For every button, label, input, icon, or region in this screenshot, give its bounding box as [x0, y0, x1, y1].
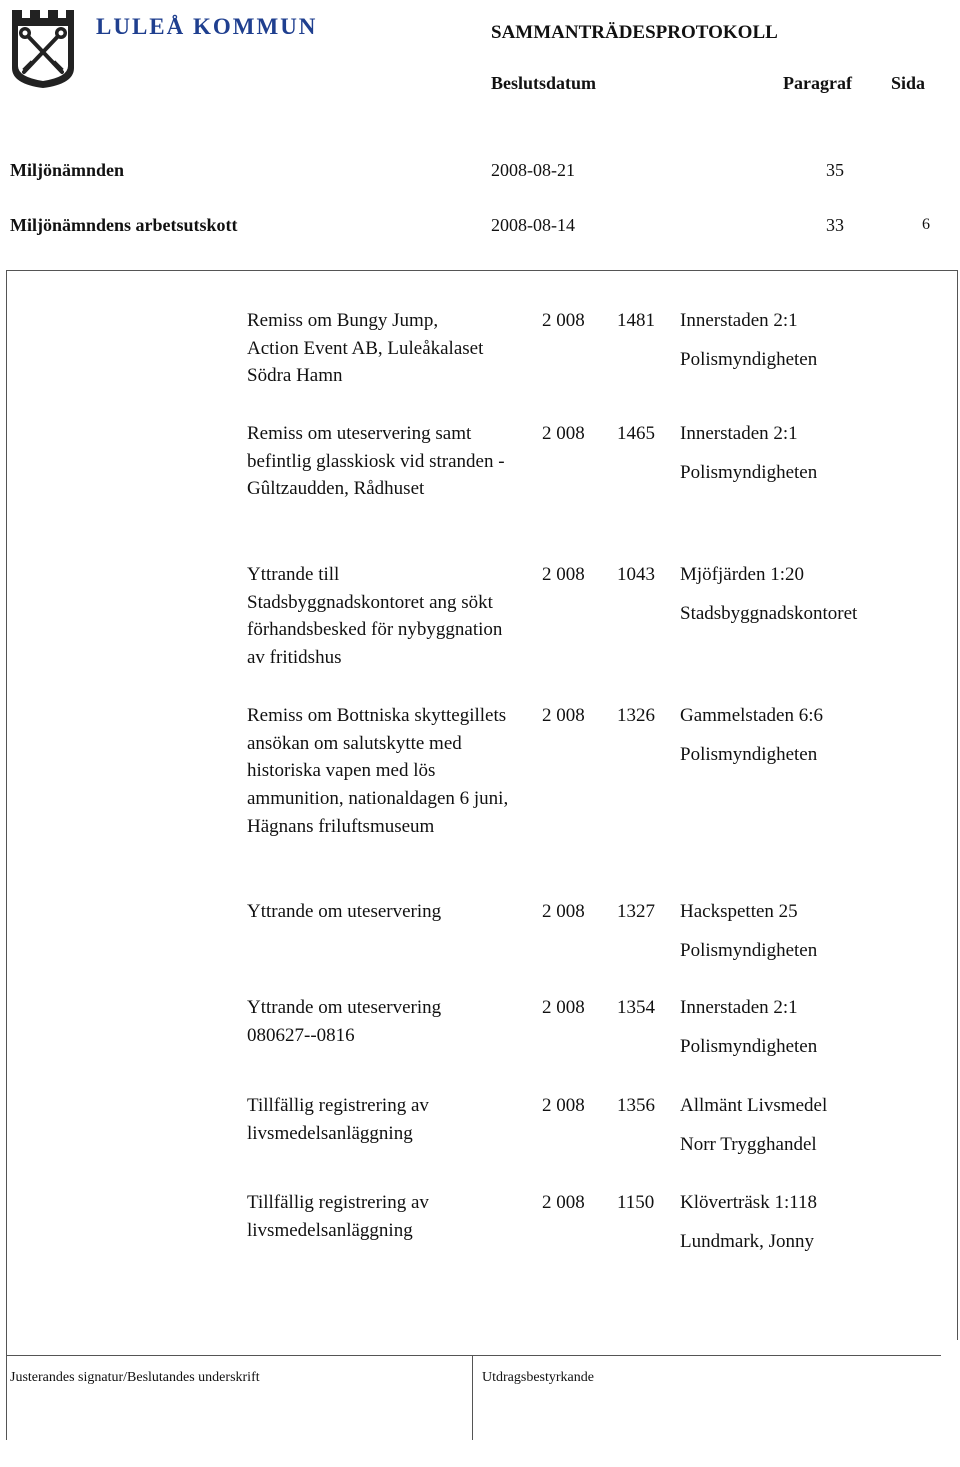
item-property-name: Klöverträsk 1:118: [680, 1192, 818, 1213]
meta-body-1: Miljönämnden: [10, 160, 125, 180]
item-number: 2 008: [542, 901, 585, 922]
item-number: 2 008: [542, 1192, 585, 1213]
item-property-name: Gammelstaden 6:6: [680, 705, 823, 726]
item-property: [680, 989, 817, 1066]
item-reference: 1327: [617, 901, 655, 922]
item-party: Norr Trygghandel: [680, 1133, 817, 1155]
item-property: [680, 556, 857, 633]
item-party: Polismyndigheten: [680, 939, 818, 961]
item-property: [680, 415, 817, 492]
item-property-name: Hackspetten 25: [680, 901, 798, 922]
item-reference: 1150: [617, 1192, 655, 1213]
item-reference: 1465: [617, 423, 655, 444]
list-item: [0, 898, 960, 978]
item-party: Polismyndigheten: [680, 1035, 818, 1057]
meta-date-1: 2008-08-21: [491, 160, 575, 180]
document-type: SAMMANTRÄDESPROTOKOLL: [491, 22, 778, 43]
header-beslutsdatum: Beslutsdatum: [491, 73, 597, 93]
item-property: [680, 1087, 827, 1164]
item-reference: 1354: [617, 997, 655, 1018]
item-title: Remiss om Bungy Jump, Action Event AB, Luleåkalaset Södra Hamn: [247, 310, 484, 387]
item-title: Remiss om uteservering samt befintlig glasskiosk vid stranden - Gûltzaudden, Rådhuset: [247, 423, 505, 500]
item-number: 2 008: [542, 1095, 585, 1116]
item-party: Stadsbyggnadskontoret: [680, 602, 858, 624]
item-reference: 1326: [617, 705, 655, 726]
footer-divider: [6, 1355, 941, 1356]
list-item: [0, 702, 960, 872]
item-property-name: Allmänt Livsmedel: [680, 1095, 828, 1116]
certified-label: Utdragsbestyrkande: [482, 1370, 594, 1385]
item-property: [680, 302, 817, 379]
list-item: [0, 1092, 960, 1172]
item-property-name: Innerstaden 2:1: [680, 310, 798, 331]
meta-paragraph-2: 33: [826, 215, 844, 235]
content-frame-top: [6, 270, 958, 271]
municipal-coat-of-arms-logo: [8, 6, 78, 90]
item-number: 2 008: [542, 705, 585, 726]
list-item: [0, 994, 960, 1074]
item-property-name: Mjöfjärden 1:20: [680, 564, 805, 585]
item-title: Yttrande om uteservering 080627--0816: [247, 997, 442, 1046]
item-reference: 1481: [617, 310, 655, 331]
item-reference: 1356: [617, 1095, 655, 1116]
item-property-name: Innerstaden 2:1: [680, 997, 798, 1018]
header-paragraf: Paragraf: [783, 73, 852, 93]
item-number: 2 008: [542, 564, 585, 585]
item-number: 2 008: [542, 997, 585, 1018]
organization-name: LULEÅ KOMMUN: [96, 14, 318, 39]
item-party: Lundmark, Jonny: [680, 1230, 815, 1252]
footer-column-divider: [472, 1355, 473, 1440]
item-title: Yttrande om uteservering: [247, 901, 442, 922]
list-item: [0, 420, 960, 540]
item-title: Remiss om Bottniska skyttegillets ansökan om salutskytte med historiska vapen med lös ammunition, nationaldagen 6 juni, Hägnans friluftsmuseum: [247, 705, 509, 837]
item-property: [680, 893, 817, 970]
signature-label: Justerandes signatur/Beslutandes underskrift: [10, 1370, 260, 1385]
item-property: [680, 697, 823, 774]
meta-body-2: Miljönämndens arbetsutskott: [10, 215, 238, 235]
list-item: [0, 561, 960, 681]
item-party: Polismyndigheten: [680, 348, 818, 370]
item-property: [680, 1184, 817, 1261]
item-title: Tillfällig registrering av livsmedelsanläggning: [247, 1192, 429, 1241]
item-party: Polismyndigheten: [680, 743, 818, 765]
meta-paragraph-1: 35: [826, 160, 844, 180]
list-item: [0, 1189, 960, 1269]
list-item: [0, 307, 960, 407]
item-number: 2 008: [542, 310, 585, 331]
header-sida: Sida: [891, 73, 926, 93]
item-title: Yttrande till Stadsbyggnadskontoret ang sökt förhandsbesked för nybyggnation av fritidshus: [247, 564, 503, 669]
item-number: 2 008: [542, 423, 585, 444]
item-party: Polismyndigheten: [680, 461, 818, 483]
item-property-name: Innerstaden 2:1: [680, 423, 798, 444]
meta-date-2: 2008-08-14: [491, 215, 575, 235]
item-reference: 1043: [617, 564, 655, 585]
item-title: Tillfällig registrering av livsmedelsanläggning: [247, 1095, 429, 1144]
meta-page-number: 6: [922, 216, 930, 233]
